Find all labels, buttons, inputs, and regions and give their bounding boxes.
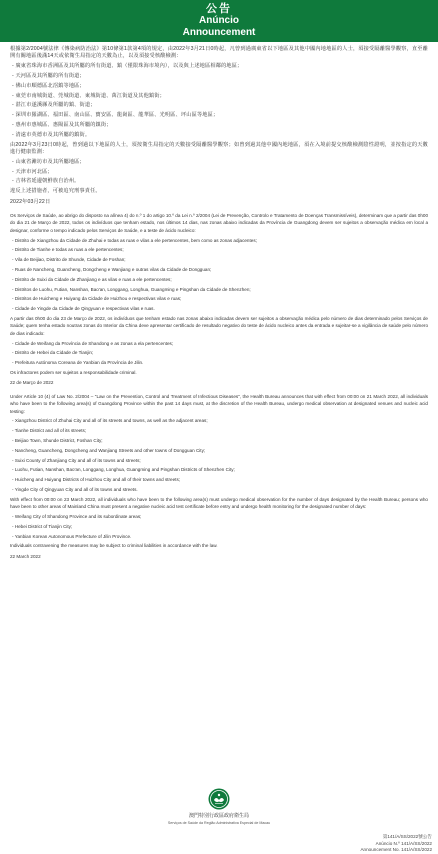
chinese-item-1: - 廣東省珠海市香洲區及其所屬的所有街道、鎮（僅限珠海市境內），以及與上述地區相鄰的地區；: [12, 63, 243, 70]
chinese-item2-3: - 吉林省延邊朝鮮族自治州。: [12, 178, 80, 185]
announcement-header: [0, 0, 438, 42]
english-item-2: - Tianhe District and all of its streets;: [12, 428, 87, 434]
portuguese-item-5: - Distrito de Suixi da Cidade de Zhanjiang e as vilas e ruas a ele pertencentes;: [12, 276, 172, 282]
portuguese-item2-2: - Distrito de Hebei da Cidade de Tianjin;: [12, 350, 94, 356]
english-paragraph-2: With effect from 00:00 on 23 March 2022, all individuals who have been to the following area(s) must undergo medical observation for the number of days designated by the Health Bureau; persons who have been to other areas of Mainland China must present a negative nucleic acid test certificate before entry and undergo health monitoring for the designated number of days:: [10, 496, 428, 510]
chinese-item-4: - 東莞市南城街道、莞城街道、東城街道、萬江街道及其他鎮街；: [12, 92, 165, 99]
chinese-item2-1: - 山東省濰坊市及其所屬地區；: [12, 158, 85, 165]
announcement-reference: [360, 834, 432, 854]
chinese-date: 2022年03月22日: [10, 198, 51, 205]
portuguese-item-3: - Vila de Beijiao, Distrito de Shunde, Cidade de Foshan;: [12, 257, 126, 263]
header-title-english: Announcement: [182, 27, 256, 38]
portuguese-item-1: - Distrito de Xiangzhou da Cidade de Zhuhai e todas as ruas e vilas a ele pertencentes, bem como as zonas adjacentes;: [12, 237, 257, 243]
portuguese-item-4: - Ruas de Nancheng, Guancheng, Dongcheng e Wanjiang e outras vilas da Cidade de Dongguan;: [12, 266, 212, 272]
english-item2-1: - Weifang City of Shandong Province and its subordinate areas;: [12, 513, 142, 519]
chinese-intro: 根據第2/2004號法律《傳染病防治法》第10條第1款第4項的規定，由2022年3月21日0時起，凡曾到過廣東省以下地區及其他中國內地地區的人士，須接受隔離醫學觀察，直至離開有關地區後滿14天或依衛生局指定的天數為止，以及須接受核酸檢測：: [10, 46, 428, 60]
announcement-body: [10, 46, 428, 566]
portuguese-paragraph-2: A partir das 0h00 do dia 23 de Março de 2022, os indivíduos que tenham estado nas zonas abaixo indicadas devem ser sujeitos a observação médica pelo número de dias determinado pelos Serviços de Saúde; quem tenha estado noutras zonas do Interior da China deve apresentar certificado de resultado negativo do teste de ácido nucleico antes da entrada e sujeitar-se a vigilância de saúde pelo número de dias indicado:: [10, 315, 428, 336]
english-intro: Under Article 10 (4) of Law No. 2/2004 – "Law on the Prevention, Control and Treatment of Infectious Diseases", the Health Bureau announces that with effect from 00:00 on 21 March 2022, all individuals who have been to the following area(s) of Guangdong Province within the past 14 days must, at the discretion of the Health Bureau, undergo medical observation at designated venues and nucleic acid testing:: [10, 393, 428, 414]
english-item-4: - Nancheng, Guancheng, Dongcheng and Wanjiang Streets and other towns of Dongguan City;: [12, 447, 206, 453]
english-item2-2: - Hebei District of Tianjin City;: [12, 523, 73, 529]
chinese-item-3: - 佛山市順德區北滘鎮等地區；: [12, 82, 85, 89]
reference-portuguese: Anúncio N.º 141/A/SS/2022: [375, 840, 432, 846]
portuguese-item-6: - Distritos de Luohu, Futian, Nanshan, Bao'an, Longgang, Longhua, Guangming e Pingshan da Cidade de Shenzhen;: [12, 286, 251, 292]
portuguese-date: 22 de Março de 2022: [10, 380, 54, 386]
portuguese-item-7: - Distritos de Huicheng e Huiyang da Cidade de Huizhou e respectivas vilas e ruas;: [12, 296, 182, 302]
chinese-item-6: - 深圳市羅湖區、福田區、南山區、寶安區、龍崗區、龍華區、光明區、坪山區等地區；: [12, 112, 219, 119]
english-item-8: - Yingde City of Qingyuan City and all of its towns and streets.: [12, 486, 138, 492]
english-item-3: - Beijiao Town, Shunde District, Foshan City;: [12, 437, 103, 443]
header-title-chinese: 公告: [206, 3, 232, 15]
portuguese-closing: Os infractores podem ser sujeitos a responsabilidade criminal.: [10, 369, 137, 375]
reference-chinese: 第141/A/SS/2022號公告: [382, 834, 432, 839]
footer-organisation-portuguese: Serviços de Saúde da Região Administrativa Especial de Macau: [167, 821, 271, 825]
chinese-item-2: - 天河區及其所屬的所有街道；: [12, 73, 85, 79]
english-item-5: - Suixi County of Zhanjiang City and all of its towns and streets;: [12, 457, 141, 463]
english-item-6: - Luohu, Futian, Nanshan, Bao'an, Longgang, Longhua, Guangming and Pingshan Districts of Shenzhen City;: [12, 467, 235, 473]
portuguese-item-2: - Distrito de Tianhe e todas as ruas a ele pertencentes;: [12, 247, 124, 253]
english-item-7: - Huicheng and Huiyang Districts of Huizhou City and all of their towns and streets;: [12, 477, 181, 483]
chinese-paragraph-2: 由2022年3月23日0時起，曾到過以下地區的人士，須按衛生局指定的天數接受隔離醫學觀察；如曾到過其他中國內地地區，須在入境前提交核酸檢測陰性證明，並按指定的天數進行健康監測：: [10, 141, 428, 155]
portuguese-item2-3: - Prefeitura Autónoma Coreana de Yanbian da Província de Jilin.: [12, 360, 144, 366]
english-date: 22 March 2022: [10, 553, 41, 559]
reference-english: Announcement No. 141/A/SS/2022: [360, 847, 432, 853]
macau-emblem-icon: [208, 788, 230, 810]
chinese-item-5: - 湛江市遂溪縣及所屬的鎮、街道；: [12, 102, 96, 109]
english-item2-3: - Yanbian Korean Autonomous Prefecture of Jilin Province.: [12, 533, 132, 539]
chinese-item-7: - 惠州市惠城區、惠陽區及其所屬的鎮街；: [12, 121, 112, 128]
header-title-portuguese: Anúncio: [199, 15, 239, 26]
english-closing: Individuals contravening the measures may be subject to criminal liabilities in accordance with the law.: [10, 543, 218, 549]
chinese-item2-2: - 天津市河北區；: [12, 168, 53, 175]
portuguese-item-8: - Cidade de Yingde da Cidade de Qingyuan e respectivas vilas e ruas.: [12, 306, 155, 312]
footer-organisation-chinese: 澳門特別行政區政府衛生局: [188, 813, 249, 819]
english-item-1: - Xiangzhou District of Zhuhai City and all of its streets and towns, as well as the adjacent areas;: [12, 418, 208, 424]
portuguese-item2-1: - Cidade de Weifang da Província de Shandong e as zonas a ela pertencentes;: [12, 340, 174, 346]
portuguese-intro: Os Serviços de Saúde, ao abrigo do disposto na alínea 4) do n.º 1 do artigo 10.º da Lei n.º 2/2004 (Lei de Prevenção, Controlo e Tratamento de Doenças Transmissíveis), determinam que a partir das 0h00 do dia 21 de Março de 2022, todos os indivíduos que tenham estado, nos últimos 14 dias, nas zonas abaixo indicadas da Província de Guangdong devem ser sujeitos a observação médica em local a designar, conforme o tempo indicado pelos Serviços de Saúde, e a teste de ácido nucleico:: [10, 212, 428, 233]
chinese-closing: 違反上述措施者，可被追究刑事責任。: [10, 188, 101, 195]
announcement-footer: [0, 780, 438, 852]
chinese-item-8: - 清遠市英德市及其所屬的鎮街。: [12, 131, 91, 138]
